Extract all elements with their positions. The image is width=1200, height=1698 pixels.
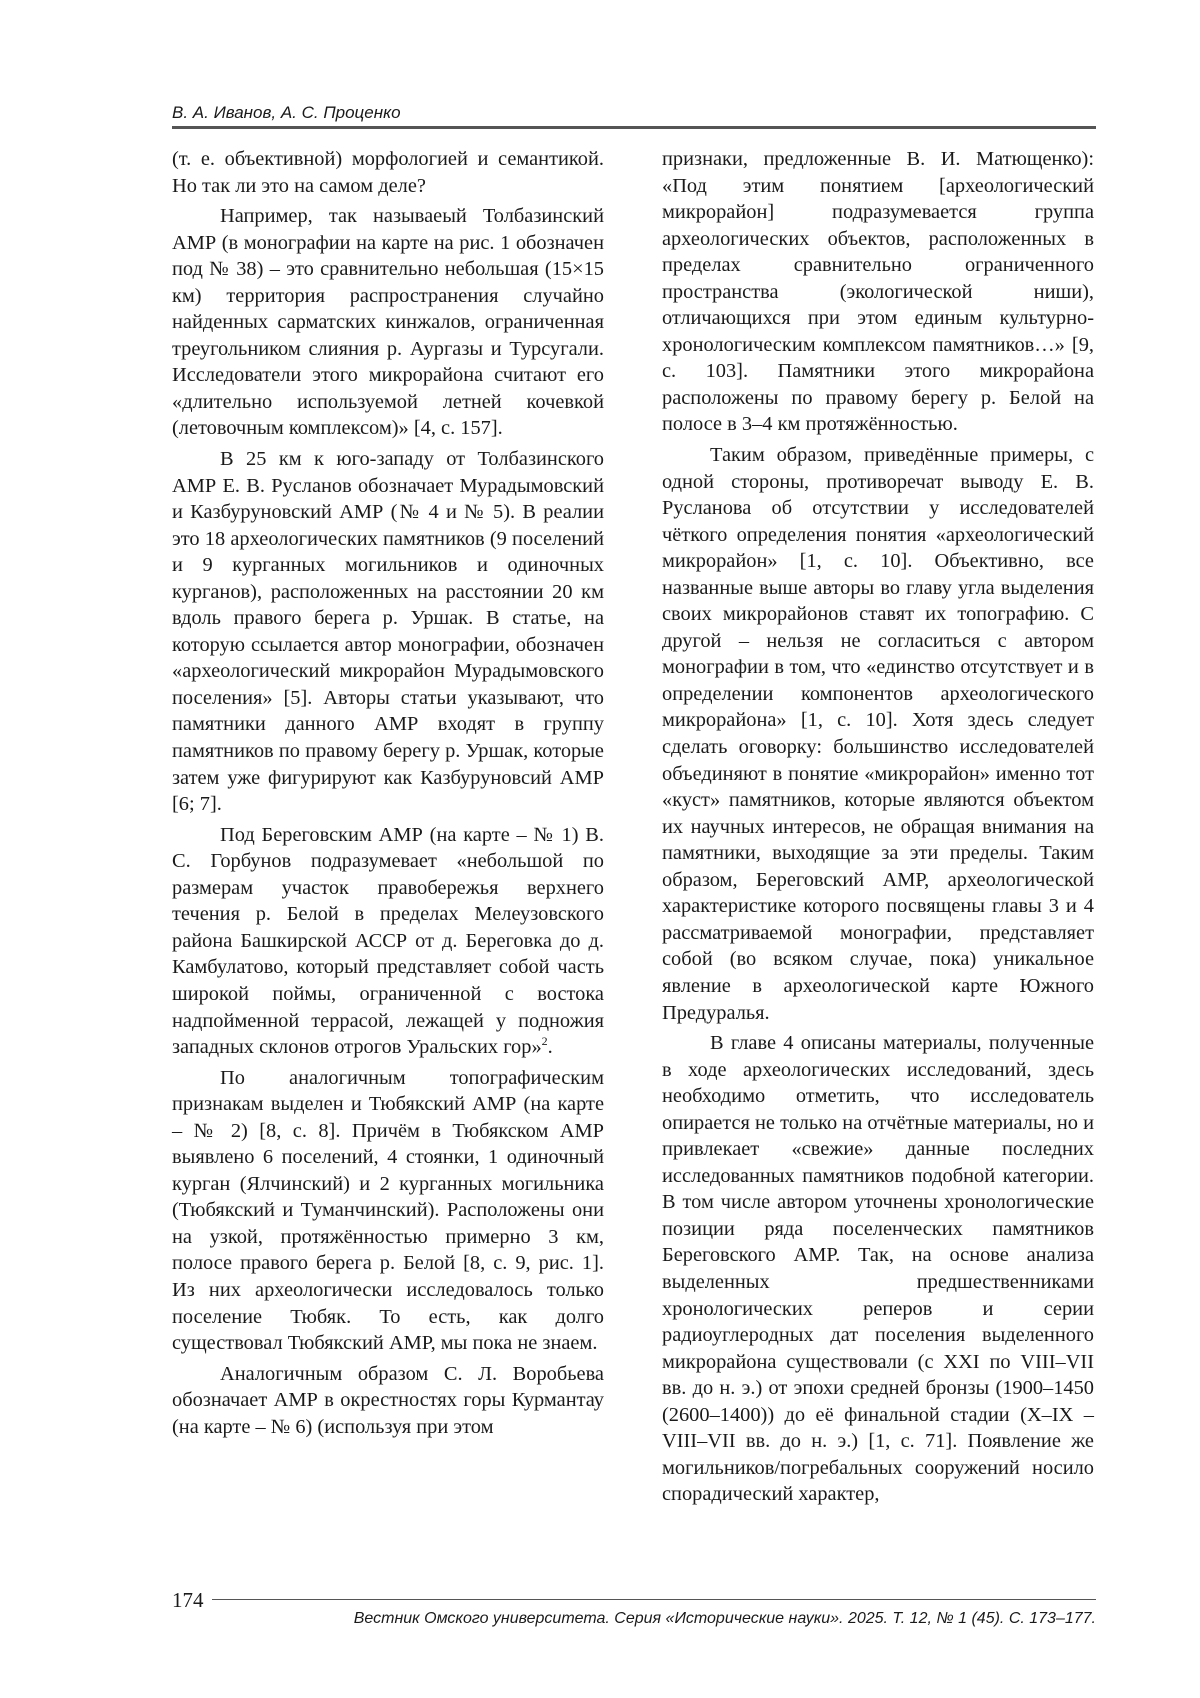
paragraph: По аналогичным топографическим признакам выделен и Тюбякский АМР (на карте – № 2) [8, с. 8]. Причём в Тюбякском АМР выявлено 6 поселений, 4 стоянки, 1 одиночный курган (Ялчинский) и 2 курганных могильника (Тюбякский и Туманчинский). Расположены они на узкой, протяжённостью примерно 3 км, полосе правого берега р. Белой [8, с. 9, рис. 1]. Из них археологически исследовалось только поселение Тюбяк. То есть, как долго существовал Тюбякский АМР, мы пока не знаем. [172, 1066, 604, 1355]
paragraph: В главе 4 описаны материалы, полученные в ходе археологических исследований, здесь необходимо отметить, что исследователь опирается не только на отчётные материалы, но и привлекает «свежие» данные последних исследованных памятников подобной категории. В том числе автором уточнены хронологические позиции ряда поселенческих памятников Береговского АМР. Так, на основе анализа выделенных предшественниками хронологических реперов и серии радиоуглеродных дат поселения выделенного микрорайона существовали (с XXI по VIII–VII вв. до н. э.) от эпохи средней бронзы (1900–1450 (2600–1400)) до её финальной стадии (X–IX – VIII–VII вв. до н. э.) [1, с. 71]. Появление же могильников/погребальных сооружений носило спорадический характер, [662, 1032, 1094, 1506]
paragraph: Например, так называеый Толбазинский АМР (в монографии на карте на рис. 1 обозначен под № 38) – это сравнительно небольшая (15×15 км) территория распространения случайно найденных сарматских кинжалов, ограниченная треугольником слияния р. Аургазы и Турсугали. Исследователи этого микрорайона считают его «длительно используемой летней кочевкой (летовочным комплексом)» [4, с. 157]. [172, 205, 604, 440]
paragraph: признаки, предложенные В. И. Матющенко): «Под этим понятием [археологический микрорайон] подразумевается группа археологических объектов, расположенных в пределах сравнительно ограниченного пространства (экологической ниши), отличающихся при этом единым культурно-хронологическим комплексом памятников…» [9, с. 103]. Памятники этого микрорайона расположены по правому берегу р. Белой на полосе в 3–4 км протяжённостью. [662, 148, 1094, 436]
journal-citation: Вестник Омского университета. Серия «Исторические науки». 2025. Т. 12, № 1 (45). С. 173–177. [353, 1610, 1096, 1627]
running-head-authors: В. А. Иванов, А. С. Проценко [172, 103, 401, 122]
paragraph: (т. е. объективной) морфологией и семантикой. Но так ли это на самом деле? [172, 148, 604, 197]
page-number: 174 [172, 1588, 204, 1612]
footnote-mark: 2 [541, 1034, 548, 1049]
paragraph-tail: . [547, 1036, 553, 1059]
paragraph-text: Под Береговским АМР (на карте – № 1) В. С. Горбунов подразумевает «небольшой по размерам участок правобережья верхнего течения р. Белой в пределах Мелеузовского района Башкирской АССР от д. Береговка до д. Камбулатово, который представляет собой часть широкой поймы, ограниченной с востока надпойменной террасой, лежащей у подножия западных склонов отрогов Уральских гор» [172, 823, 604, 1059]
paragraph: Таким образом, приведённые примеры, с одной стороны, противоречат выводу Е. В. Русланова об отсутствии у исследователей чёткого определения понятия «археологический микрорайон» [1, с. 10]. Объективно, все названные выше авторы во главу угла выделения своих микрорайонов ставят их топографию. С другой – нельзя не согласиться с автором монографии в том, что «единство отсутствует и в определении компонентов археологического микрорайона» [1, с. 10]. Хотя здесь следует сделать оговорку: большинство исследователей объединяют в понятие «микрорайон» именно тот «куст» памятников, которые являются объектом их научных интересов, не обращая внимания на памятники, выходящие за эти пределы. Таким образом, Береговский АМР, археологической характеристике которого посвящены главы 3 и 4 рассматриваемой монографии, представляет собой (во всяком случае, пока) уникальное явление в археологической карте Южного Предуралья. [662, 444, 1094, 1024]
left-column [172, 146, 604, 1440]
paragraph: Аналогичным образом С. Л. Воробьева обозначает АМР в окрестностях горы Курмантау (на карте – № 6) (используя при этом [172, 1362, 604, 1438]
paragraph: В 25 км к юго-западу от Толбазинского АМР Е. В. Русланов обозначает Мурадымовский и Казбуруновский АМР (№ 4 и № 5). В реалии это 18 археологических памятников (9 поселений и 9 курганных могильников и одиночных курганов), расположенных на расстоянии 20 км вдоль правого берега р. Уршак. В статье, на которую ссылается автор монографии, обозначен «археологический микрорайон Мурадымовского поселения» [5]. Авторы статьи указывают, что памятники данного АМР входят в группу памятников по правому берегу р. Уршак, которые затем уже фигурируют как Казбуруновсий АМР [6; 7]. [172, 448, 604, 816]
footer-rule [212, 1599, 1096, 1600]
paragraph-with-footnote [172, 822, 604, 1061]
right-column [662, 146, 1094, 1508]
header-rule [172, 126, 1096, 129]
